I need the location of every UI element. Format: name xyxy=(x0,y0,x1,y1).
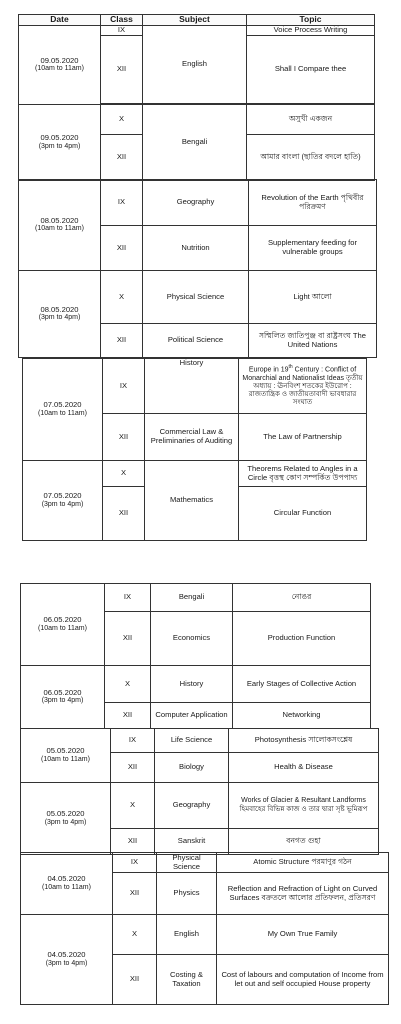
schedule-block-05-05 xyxy=(20,728,379,855)
topic-cell: The Law of Partnership xyxy=(239,414,367,461)
subject-cell: Commercial Law & Preliminaries of Auditing xyxy=(145,414,239,461)
date: 09.05.2020 xyxy=(40,55,79,65)
topic-cell: Reflection and Refraction of Light on Curved Surfaces বক্রতলে আলোর প্রতিফলন, প্রতিসরণ xyxy=(217,873,389,915)
class-cell: IX xyxy=(101,180,143,226)
class-cell: XII xyxy=(101,226,143,271)
subject-cell: Life Science xyxy=(155,729,229,753)
date: 04.05.2020 xyxy=(47,874,86,884)
time-slot: (3pm to 4pm) xyxy=(38,142,81,150)
header-class: Class xyxy=(101,15,143,26)
class-cell: XII xyxy=(113,955,157,1005)
topic-cell: Networking xyxy=(233,703,371,729)
time-slot: (3pm to 4pm) xyxy=(38,314,81,322)
time-slot: (3pm to 4pm) xyxy=(41,500,84,508)
topic-cell: Early Stages of Collective Action xyxy=(233,666,371,703)
class-cell: XII xyxy=(105,612,151,666)
time-slot: (10am to 11am) xyxy=(41,755,90,763)
topic-cell: Health & Disease xyxy=(229,753,379,783)
subject-cell: Nutrition xyxy=(143,226,249,271)
subject-cell: History xyxy=(151,666,233,703)
time-slot: (10am to 11am) xyxy=(35,225,84,233)
subject-cell: Economics xyxy=(151,612,233,666)
topic-cell: আমার বাংলা (ছাতির বদলে হাতি) xyxy=(247,135,375,181)
class-cell: XII xyxy=(103,487,145,541)
date-cell xyxy=(23,359,103,461)
date: 05.05.2020 xyxy=(46,809,85,819)
class-cell: IX xyxy=(105,584,151,612)
date: 08.05.2020 xyxy=(40,304,79,314)
topic-cell: Shall I Compare thee xyxy=(247,36,375,104)
date: 07.05.2020 xyxy=(43,400,82,410)
topic-cell: Theorems Related to Angles in a Circle বৃত্তস্থ কোণ সম্পর্কিত উপপাদ্য xyxy=(239,461,367,487)
time-slot: (10am to 11am) xyxy=(35,65,84,73)
topic-text: Europe in 19 xyxy=(248,366,289,374)
topic-cell: Production Function xyxy=(233,612,371,666)
date: 07.05.2020 xyxy=(43,491,82,501)
subject-cell: Physical Science xyxy=(157,853,217,873)
topic-cell xyxy=(239,359,367,414)
subject-cell: English xyxy=(143,26,247,104)
header-topic: Topic xyxy=(247,15,375,26)
time-slot: (3pm to 4pm) xyxy=(44,818,87,826)
class-cell: X xyxy=(103,461,145,487)
topic-cell: My Own True Family xyxy=(217,915,389,955)
class-cell: XII xyxy=(111,753,155,783)
class-cell: XII xyxy=(105,703,151,729)
topic-cell: Photosynthesis সালোকসংশ্লেষ xyxy=(229,729,379,753)
class-cell: XII xyxy=(101,135,143,181)
topic-cell: অসুখী একজন xyxy=(247,105,375,135)
time-slot: (10am to 11am) xyxy=(38,409,87,417)
class-cell: X xyxy=(113,915,157,955)
schedule-block-07-05 xyxy=(22,358,367,541)
topic-cell: সম্মিলিত জাতিপুঞ্জ বা রাষ্ট্রসংঘ The United Nations xyxy=(249,324,377,358)
class-cell: IX xyxy=(103,359,145,414)
time-slot: (10am to 11am) xyxy=(42,883,91,891)
schedule-block-08-05 xyxy=(18,179,377,358)
class-cell: X xyxy=(111,783,155,829)
class-cell: XII xyxy=(103,414,145,461)
topic-cell: Cost of labours and computation of Income from let out and self occupied House property xyxy=(217,955,389,1005)
topic-text: Century : Conflict of Monarchial and Nationalist Ideas তৃতীয় অধ্যায় : ঊনবিংশ শতকের ইউরোপ : রাজতান্ত্রিক ও জাতীয়তাবাদী ভাবধারার সংঘাত xyxy=(242,366,363,406)
subject-cell: Physical Science xyxy=(143,271,249,324)
subject-cell: Sanskrit xyxy=(155,829,229,855)
subject-cell: Computer Application xyxy=(151,703,233,729)
subject-cell: Geography xyxy=(143,180,249,226)
schedule-block-06-05 xyxy=(20,583,371,729)
header-date: Date xyxy=(19,15,101,26)
date: 06.05.2020 xyxy=(43,615,82,625)
class-cell: XII xyxy=(111,829,155,855)
date-cell xyxy=(21,666,105,729)
date: 04.05.2020 xyxy=(47,950,86,960)
date-cell xyxy=(21,584,105,666)
date-cell xyxy=(21,729,111,783)
topic-cell: Supplementary feeding for vulnerable groups xyxy=(249,226,377,271)
date: 09.05.2020 xyxy=(40,133,79,143)
topic-cell: Circular Function xyxy=(239,487,367,541)
class-cell: X xyxy=(101,271,143,324)
subject-cell: History xyxy=(145,359,239,414)
class-cell: XII xyxy=(113,873,157,915)
header-subject: Subject xyxy=(143,15,247,26)
time-slot: (10am to 11am) xyxy=(38,624,87,632)
topic-cell: বনগত গুহা xyxy=(229,829,379,855)
date: 06.05.2020 xyxy=(43,687,82,697)
time-slot: (3pm to 4pm) xyxy=(41,697,84,705)
subject-cell: English xyxy=(157,915,217,955)
date: 05.05.2020 xyxy=(46,746,85,756)
date-cell xyxy=(21,915,113,1005)
topic-cell: নোঙর xyxy=(233,584,371,612)
date-cell xyxy=(19,180,101,271)
subject-cell: Physics xyxy=(157,873,217,915)
subject-cell: Biology xyxy=(155,753,229,783)
date-cell xyxy=(19,271,101,358)
date-cell xyxy=(19,105,101,181)
topic-cell: Works of Glacier & Resultant Landforms হিমবাহের বিভিন্ন কাজ ও তার দ্বারা সৃষ্ট ভূমিরূপ xyxy=(229,783,379,829)
topic-superscript: th xyxy=(288,364,293,371)
topic-cell: Voice Process Writing xyxy=(247,26,375,36)
class-cell: IX xyxy=(111,729,155,753)
date-cell xyxy=(21,853,113,915)
subject-cell: Mathematics xyxy=(145,461,239,541)
subject-cell: Bengali xyxy=(143,105,247,181)
time-slot: (3pm to 4pm) xyxy=(45,959,88,967)
class-cell: IX xyxy=(113,853,157,873)
date-cell xyxy=(21,783,111,855)
topic-cell: Atomic Structure পরমাণুর গঠন xyxy=(217,853,389,873)
date-cell xyxy=(23,461,103,541)
class-cell: XII xyxy=(101,36,143,104)
subject-cell: Political Science xyxy=(143,324,249,358)
date-cell xyxy=(19,26,101,105)
subject-cell: Costing & Taxation xyxy=(157,955,217,1005)
class-cell: X xyxy=(101,105,143,135)
schedule-block-04-05 xyxy=(20,852,389,1005)
subject-cell: Geography xyxy=(155,783,229,829)
subject-cell: Bengali xyxy=(151,584,233,612)
class-cell: XII xyxy=(101,324,143,358)
schedule-block-09-05 xyxy=(18,14,375,181)
topic-cell: Revolution of the Earth পৃথিবীর পরিক্রমণ xyxy=(249,180,377,226)
class-cell: IX xyxy=(101,26,143,36)
date: 08.05.2020 xyxy=(40,215,79,225)
topic-cell: Light আলো xyxy=(249,271,377,324)
class-cell: X xyxy=(105,666,151,703)
